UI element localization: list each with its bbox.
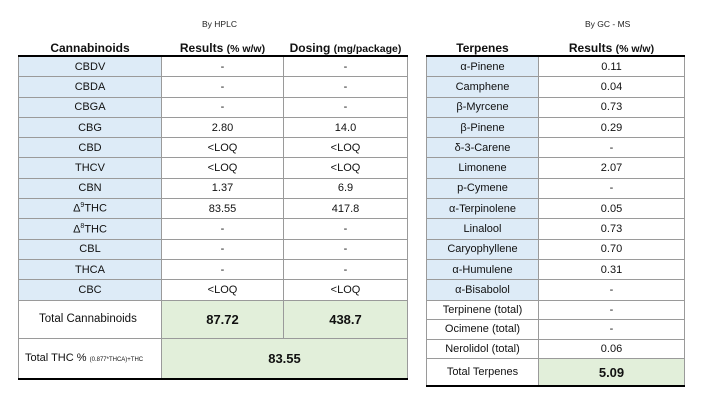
terpene-extra-name: Ocimene (total) [427, 320, 539, 340]
cannabinoid-label: CBG [78, 121, 102, 134]
cannabinoid-row [19, 239, 408, 259]
terpene-extra-result: - [539, 320, 685, 340]
terpene-row [427, 199, 685, 219]
terpene-name: β-Myrcene [427, 97, 539, 117]
cannabinoid-dosing: - [284, 56, 408, 77]
terpene-row [427, 219, 685, 239]
cannabinoid-label: CBD [78, 141, 102, 154]
cannabinoid-label: THC [84, 203, 107, 216]
terpenes-header: Terpenes [427, 37, 539, 56]
cannabinoid-name [19, 138, 162, 158]
terpene-extra-row [427, 320, 685, 340]
total-cannabinoids-dosing: 438.7 [284, 300, 408, 338]
cannabinoid-label: CBGA [74, 101, 106, 114]
cannabinoid-dosing: - [284, 259, 408, 279]
terpene-extra-result: 0.06 [539, 339, 685, 359]
cannabinoid-label: THC [84, 223, 107, 236]
superscript: 8 [80, 222, 85, 230]
cannabinoid-name [19, 158, 162, 178]
cannabinoids-table [18, 37, 408, 380]
terpene-result: - [539, 280, 685, 300]
terp-results-header: Results (% w/w) [539, 37, 685, 56]
terpene-result: 2.07 [539, 158, 685, 178]
cannabinoid-label: CBN [78, 182, 102, 195]
cannabinoid-result: - [162, 56, 284, 77]
cannabinoid-result: - [162, 219, 284, 239]
terpene-result: 0.73 [539, 219, 685, 239]
terpene-result: 0.29 [539, 117, 685, 137]
terpene-result: 0.05 [539, 199, 685, 219]
cannabinoid-dosing: - [284, 97, 408, 117]
cannabinoid-name: $\Delta^9THC$ [19, 199, 162, 219]
terpene-name: α-Humulene [427, 259, 539, 279]
terpene-row [427, 138, 685, 158]
cannabinoid-dosing: - [284, 77, 408, 97]
terpenes-table [426, 37, 685, 387]
cannabinoid-name [19, 280, 162, 300]
cannabinoid-result: - [162, 97, 284, 117]
cannabinoid-result: <LOQ [162, 280, 284, 300]
terpene-result: 0.31 [539, 259, 685, 279]
terpene-name: Caryophyllene [427, 239, 539, 259]
terpene-result: 0.73 [539, 97, 685, 117]
terpene-extra-name: Nerolidol (total) [427, 339, 539, 359]
cannabinoid-name [19, 178, 162, 198]
cannabinoid-row [19, 199, 408, 219]
superscript: 9 [80, 202, 85, 210]
cannabinoids-header: Cannabinoids [19, 37, 162, 56]
cannabinoid-result: 1.37 [162, 178, 284, 198]
cannabinoid-row [19, 178, 408, 198]
terpene-name: Limonene [427, 158, 539, 178]
cannabinoid-result: <LOQ [162, 158, 284, 178]
cannabinoid-result: 83.55 [162, 199, 284, 219]
cannabinoid-name [19, 97, 162, 117]
terpene-row [427, 259, 685, 279]
cannabinoid-result: 2.80 [162, 117, 284, 137]
terpene-name: β-Pinene [427, 117, 539, 137]
terpene-result: - [539, 178, 685, 198]
total-thc-value: 83.55 [162, 338, 408, 379]
terpene-result: 0.70 [539, 239, 685, 259]
cannabinoid-dosing: <LOQ [284, 138, 408, 158]
terpene-row [427, 56, 685, 77]
cannabinoid-name [19, 77, 162, 97]
terpene-name: α-Bisabolol [427, 280, 539, 300]
cannabinoid-label: THCV [75, 162, 105, 175]
cannabinoid-result: - [162, 77, 284, 97]
terpene-extra-row [427, 300, 685, 320]
total-terpenes-label: Total Terpenes [427, 359, 539, 387]
terpene-result: 0.04 [539, 77, 685, 97]
results-header: Results (% w/w) [162, 37, 284, 56]
terpene-name: p-Cymene [427, 178, 539, 198]
cannabinoid-label: CBC [78, 283, 102, 296]
cannabinoid-result: <LOQ [162, 138, 284, 158]
cannabinoid-row [19, 280, 408, 300]
terpene-row [427, 77, 685, 97]
terpene-name: Camphene [427, 77, 539, 97]
cannabinoid-row [19, 56, 408, 77]
cannabinoid-label: CBDA [74, 80, 106, 93]
total-terpenes-result: 5.09 [539, 359, 685, 387]
cannabinoid-label: THCA [75, 263, 105, 276]
terpene-row [427, 280, 685, 300]
total-thc-label: Total THC % (0.877*THCA)+THC [19, 338, 162, 379]
gcms-caption: By GC - MS [585, 19, 631, 29]
terpene-row [427, 158, 685, 178]
terpene-name: α-Pinene [427, 56, 539, 77]
cannabinoid-row [19, 219, 408, 239]
cannabinoid-name [19, 259, 162, 279]
cannabinoid-dosing: <LOQ [284, 158, 408, 178]
cannabinoid-row [19, 259, 408, 279]
total-cannabinoids-result: 87.72 [162, 300, 284, 338]
terpene-result: 0.11 [539, 56, 685, 77]
cannabinoid-dosing: - [284, 239, 408, 259]
terpene-extra-result: - [539, 300, 685, 320]
terpene-result: - [539, 138, 685, 158]
terpene-extra-name: Terpinene (total) [427, 300, 539, 320]
cannabinoid-dosing: <LOQ [284, 280, 408, 300]
terpene-name: Linalool [427, 219, 539, 239]
terpene-row [427, 178, 685, 198]
cannabinoid-name [19, 56, 162, 77]
cannabinoid-row [19, 138, 408, 158]
cannabinoid-label: CBDV [74, 60, 106, 73]
total-cannabinoids-label: Total Cannabinoids [19, 300, 162, 338]
cannabinoid-dosing: - [284, 219, 408, 239]
terpene-row [427, 97, 685, 117]
cannabinoid-dosing: 14.0 [284, 117, 408, 137]
cannabinoid-label: CBL [79, 243, 101, 256]
terpene-row [427, 117, 685, 137]
cannabinoid-row [19, 77, 408, 97]
cannabinoid-result: - [162, 239, 284, 259]
cannabinoid-name [19, 117, 162, 137]
cannabinoid-row [19, 158, 408, 178]
cannabinoid-dosing: 6.9 [284, 178, 408, 198]
cannabinoid-name [19, 239, 162, 259]
dosing-header: Dosing (mg/package) [284, 37, 408, 56]
cannabinoid-dosing: 417.8 [284, 199, 408, 219]
cannabinoid-row [19, 117, 408, 137]
terpene-name: α-Terpinolene [427, 199, 539, 219]
hplc-caption: By HPLC [202, 19, 237, 29]
cannabinoid-name: $\Delta^8THC$ [19, 219, 162, 239]
cannabinoid-result: - [162, 259, 284, 279]
terpene-extra-row [427, 339, 685, 359]
terpene-name: δ-3-Carene [427, 138, 539, 158]
cannabinoid-row [19, 97, 408, 117]
terpene-row [427, 239, 685, 259]
